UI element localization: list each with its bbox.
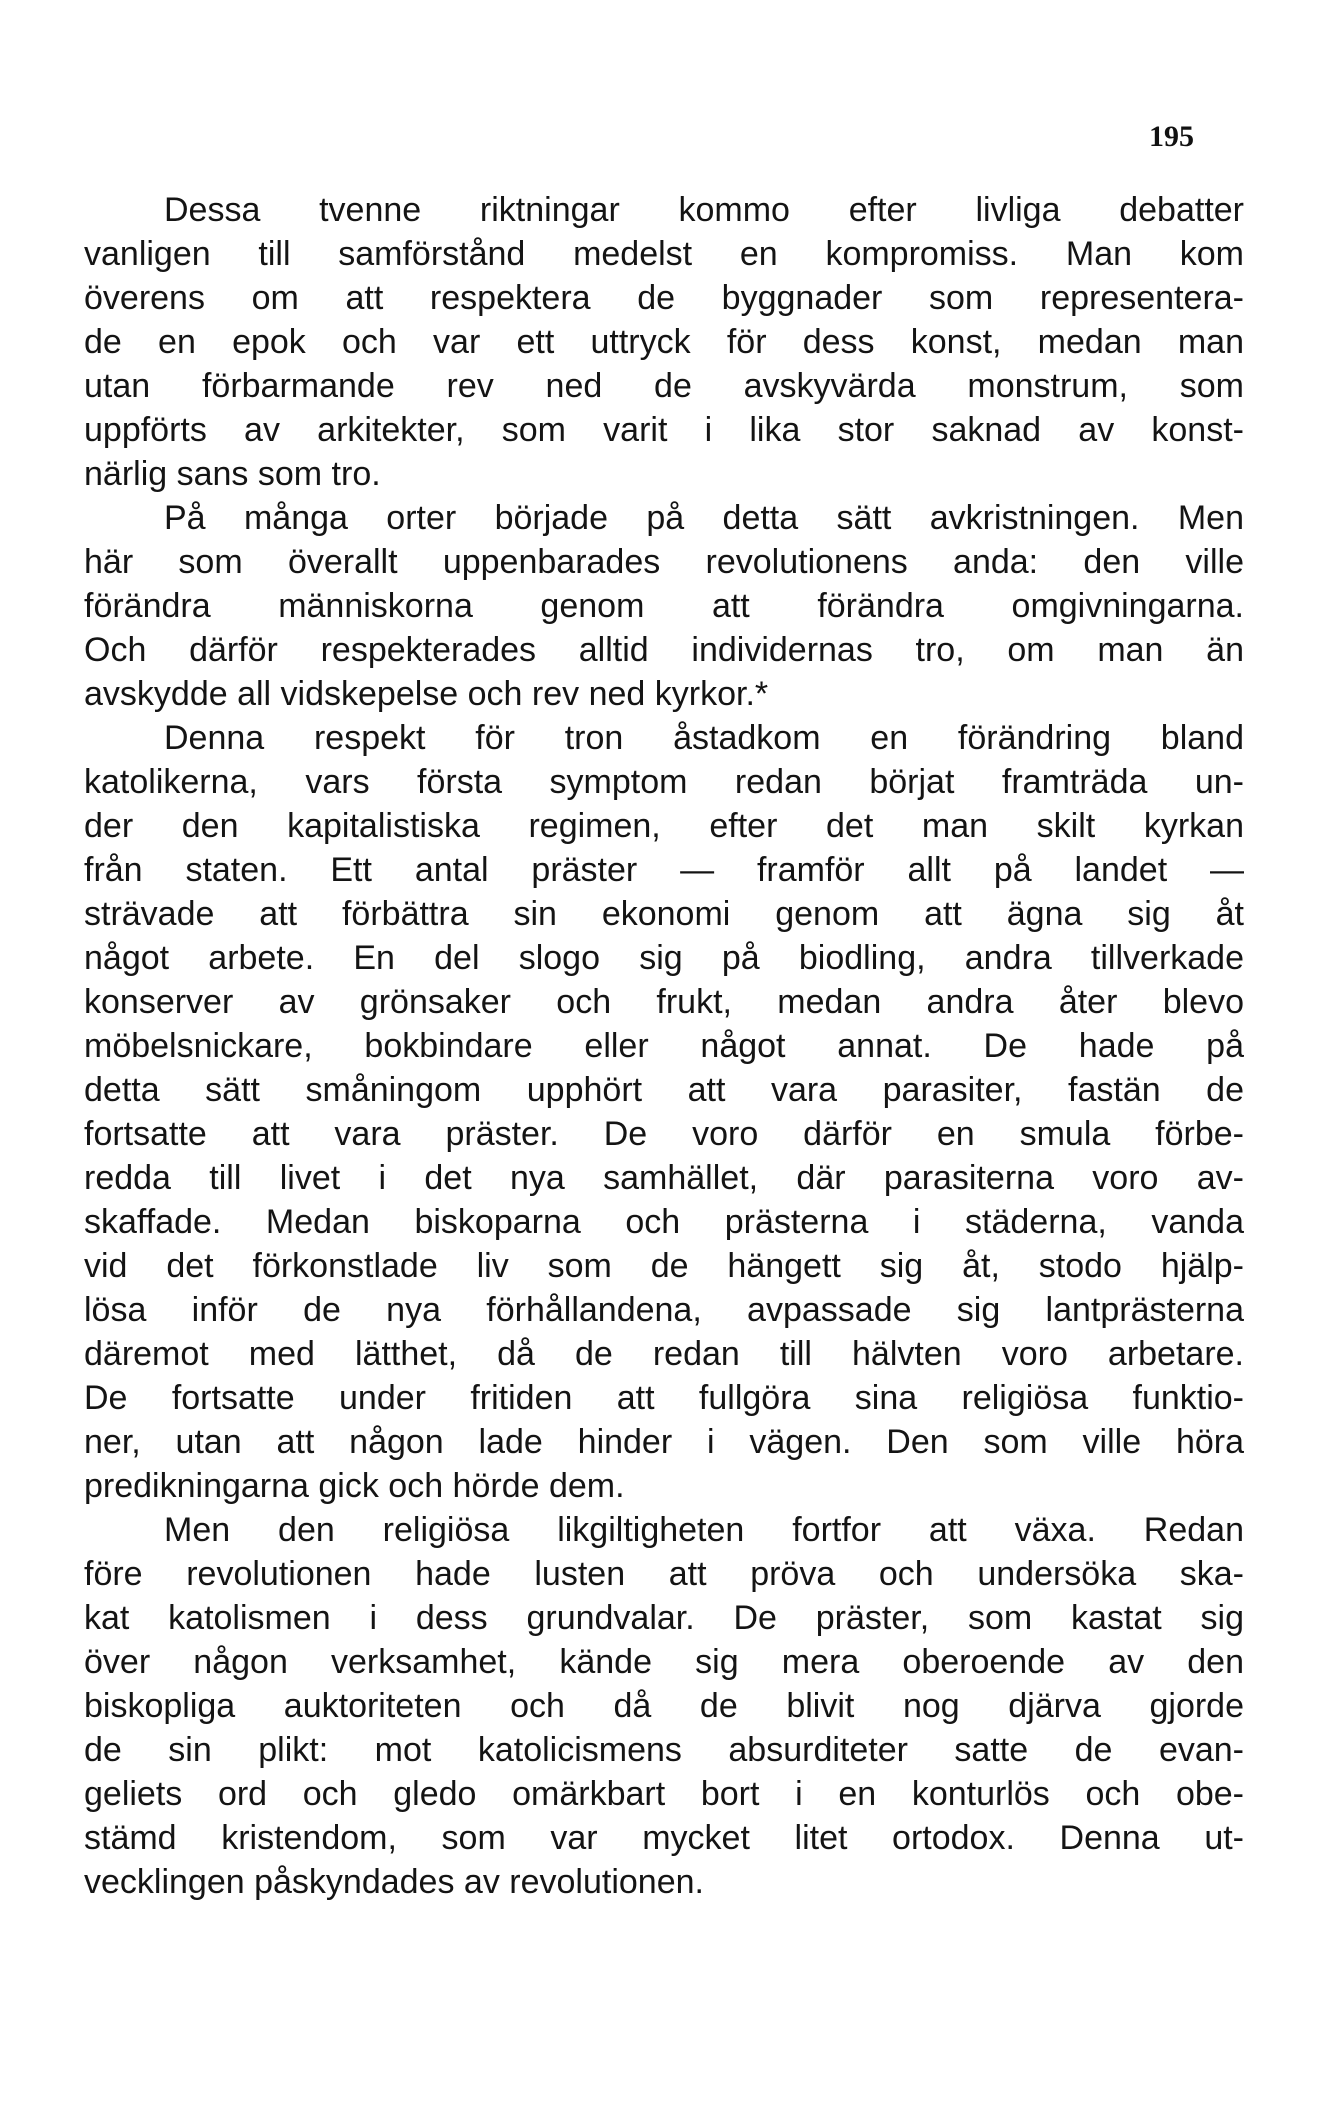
text-line: förändra människorna genom att förändra omgivningarna. [84, 587, 1244, 625]
text-line: vecklingen påskyndades av revolutionen. [84, 1863, 704, 1901]
text-line: På många orter började på detta sätt avkristningen. Men [164, 499, 1244, 537]
text-line: Men den religiösa likgiltigheten fortfor att växa. Redan [164, 1511, 1244, 1549]
text-line: kat katolismen i dess grundvalar. De präster, som kastat sig [84, 1599, 1244, 1637]
text-line: närlig sans som tro. [84, 455, 381, 493]
text-line: redda till livet i det nya samhället, där parasiterna voro av- [84, 1159, 1244, 1197]
text-line: vanligen till samförstånd medelst en kompromiss. Man kom [84, 235, 1244, 273]
text-line: De fortsatte under fritiden att fullgöra sina religiösa funktio- [84, 1379, 1244, 1417]
text-line: Och därför respekterades alltid individernas tro, om man än [84, 631, 1244, 669]
text-line: lösa inför de nya förhållandena, avpassade sig lantprästerna [84, 1291, 1244, 1329]
text-line: avskydde all vidskepelse och rev ned kyrkor.* [84, 675, 769, 713]
text-line: strävade att förbättra sin ekonomi genom att ägna sig åt [84, 895, 1244, 933]
text-line: överens om att respektera de byggnader som representera- [84, 279, 1244, 317]
page-number: 195 [1149, 120, 1194, 153]
text-line: der den kapitalistiska regimen, efter det man skilt kyrkan [84, 807, 1244, 845]
text-line: stämd kristendom, som var mycket litet ortodox. Denna ut- [84, 1819, 1244, 1857]
text-line: detta sätt småningom upphört att vara parasiter, fastän de [84, 1071, 1244, 1109]
text-line: från staten. Ett antal präster — framför allt på landet — [84, 851, 1244, 889]
text-line: vid det förkonstlade liv som de hängett sig åt, stodo hjälp- [84, 1247, 1244, 1285]
text-line: de en epok och var ett uttryck för dess konst, medan man [84, 323, 1244, 361]
text-line: över någon verksamhet, kände sig mera oberoende av den [84, 1643, 1244, 1681]
text-line: Denna respekt för tron åstadkom en förändring bland [164, 719, 1244, 757]
text-line: här som överallt uppenbarades revolutionens anda: den ville [84, 543, 1244, 581]
text-line: de sin plikt: mot katolicismens absurditeter satte de evan- [84, 1731, 1244, 1769]
text-line: konserver av grönsaker och frukt, medan andra åter blevo [84, 983, 1244, 1021]
text-line: predikningarna gick och hörde dem. [84, 1467, 625, 1505]
text-line: något arbete. En del slogo sig på biodling, andra tillverkade [84, 939, 1244, 977]
text-line: utan förbarmande rev ned de avskyvärda monstrum, som [84, 367, 1244, 405]
text-line: möbelsnickare, bokbindare eller något annat. De hade på [84, 1027, 1244, 1065]
text-line: före revolutionen hade lusten att pröva och undersöka ska- [84, 1555, 1244, 1593]
text-line: biskopliga auktoriteten och då de blivit nog djärva gjorde [84, 1687, 1244, 1725]
body-text [84, 188, 1244, 1904]
paragraph [84, 496, 1244, 716]
text-line: ner, utan att någon lade hinder i vägen. Den som ville höra [84, 1423, 1244, 1461]
text-line: fortsatte att vara präster. De voro därför en smula förbe- [84, 1115, 1244, 1153]
text-line: uppförts av arkitekter, som varit i lika stor saknad av konst- [84, 411, 1244, 449]
text-line: geliets ord och gledo omärkbart bort i en konturlös och obe- [84, 1775, 1244, 1813]
text-line: skaffade. Medan biskoparna och prästerna i städerna, vanda [84, 1203, 1244, 1241]
text-line: katolikerna, vars första symptom redan börjat framträda un- [84, 763, 1244, 801]
paragraph [84, 1508, 1244, 1904]
text-line: däremot med lätthet, då de redan till hälvten voro arbetare. [84, 1335, 1244, 1373]
paragraph [84, 716, 1244, 1508]
text-line: Dessa tvenne riktningar kommo efter livliga debatter [164, 191, 1244, 229]
paragraph [84, 188, 1244, 496]
